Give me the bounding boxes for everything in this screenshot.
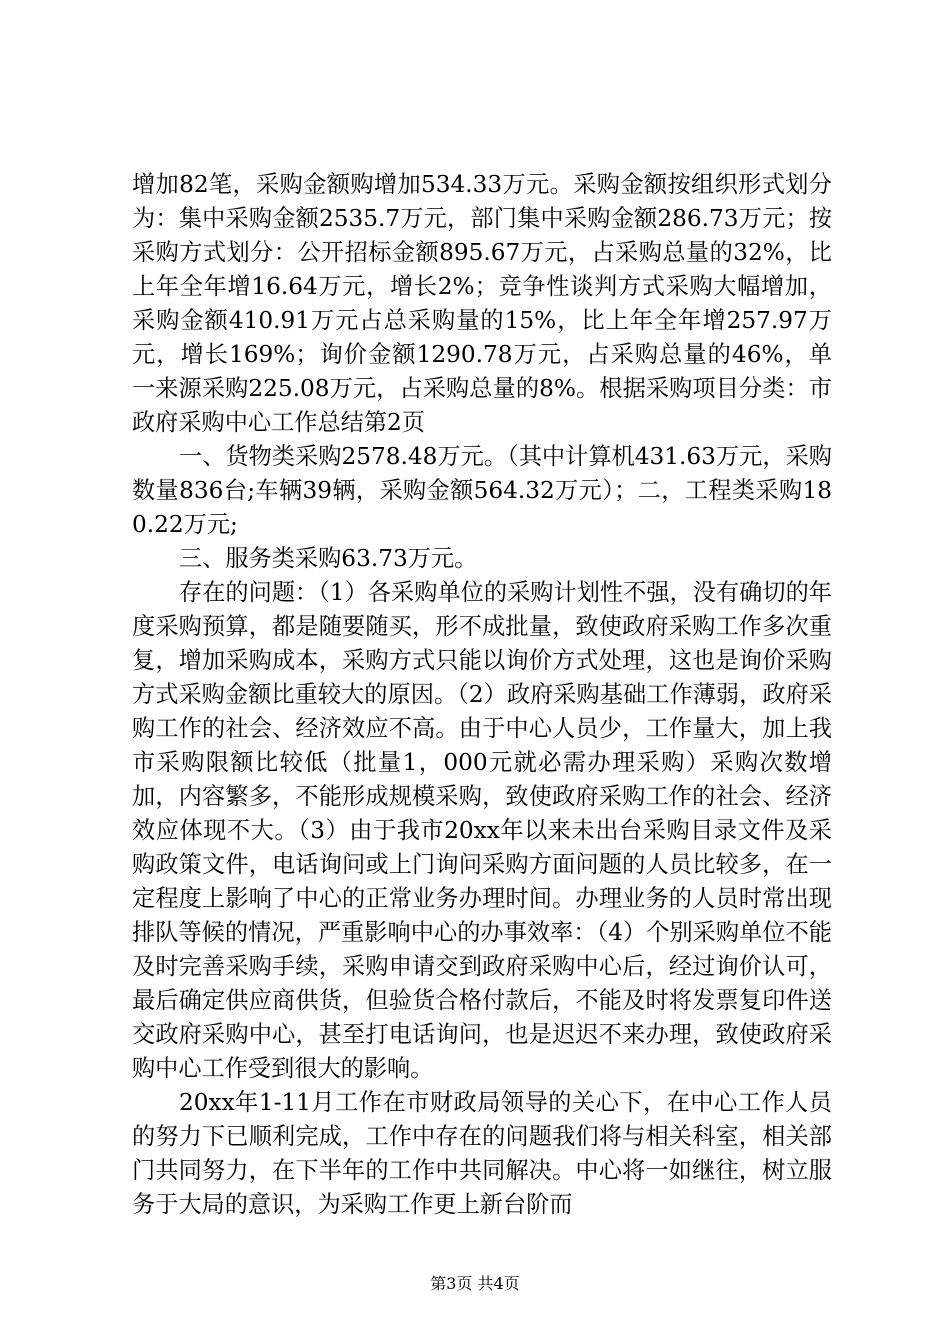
paragraph-2: 一、货物类采购2578.48万元。（其中计算机431.63万元，采购数量836台;车辆39辆，采购金额564.32万元）；二，工程类采购180.22万元; — [132, 443, 832, 538]
page-number-label: 第3页 共4页 — [430, 1274, 520, 1293]
paragraph-4: 存在的问题：（1）各采购单位的采购计划性不强，没有确切的年度采购预算，都是随要随买，形不成批量，致使政府采购工作多次重复，增加采购成本，采购方式只能以询价方式处理，这也是询价采购方式采购金额比重较大的原因。（2）政府采购基础工作薄弱，政府采购工作的社会、经济效应不高。由于中心人员少，工作量大，加上我市采购限额比较低（批量1，000元就必需办理采购）采购次数增加，内容繁多，不能形成规模采购，致使政府采购工作的社会、经济效应体现不大。（3）由于我市20xx年以来未出台采购目录文件及采购政策文件，电话询问或上门询问采购方面问题的人员比较多，在一定程度上影响了中心的正常业务办理时间。办理业务的人员时常出现排队等候的情况，严重影响中心的办事效率：（4）个别采购单位不能及时完善采购手续，采购申请交到政府采购中心后，经过询价认可，最后确定供应商供货，但验货合格付款后，不能及时将发票复印件送交政府采购中心，甚至打电话询问，也是迟迟不来办理，致使政府采购中心工作受到很大的影响。 — [132, 579, 832, 1082]
page-footer — [0, 1274, 950, 1294]
paragraph-3: 三、服务类采购63.73万元。 — [179, 545, 478, 572]
paragraph-5: 20xx年1-11月工作在市财政局领导的关心下，在中心工作人员的努力下已顺利完成，工作中存在的问题我们将与相关科室，相关部门共同努力，在下半年的工作中共同解决。中心将一如继往，树立服务于大局的意识，为采购工作更上新台阶而 — [132, 1089, 832, 1218]
document-body — [132, 168, 832, 1222]
paragraph-1: 增加82笔，采购金额购增加534.33万元。采购金额按组织形式划分为：集中采购金额2535.7万元，部门集中采购金额286.73万元；按采购方式划分：公开招标金额895.67万元，占采购总量的32%，比上年全年增16.64万元，增长2%；竞争性谈判方式采购大幅增加，采购金额410.91万元占总采购量的15%，比上年全年增257.97万元，增长169%；询价金额1290.78万元，占采购总量的46%，单一来源采购225.08万元，占采购总量的8%。根据采购项目分类：市政府采购中心工作总结第2页 — [132, 171, 832, 436]
